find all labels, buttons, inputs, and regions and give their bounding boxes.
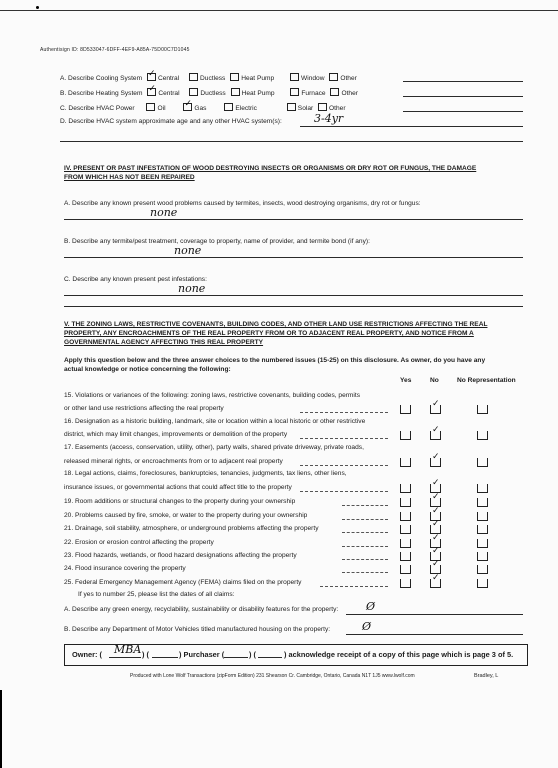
scan-edge-mark bbox=[0, 690, 2, 768]
column-no-header: No bbox=[430, 377, 439, 384]
section4-question-a: A. Describe any known present wood problems caused by termites, insects, wood destroying organisms, dry rot or fungus: bbox=[64, 200, 421, 207]
cooling-central-checkbox[interactable]: ✓ bbox=[147, 69, 156, 79]
leader-line bbox=[320, 586, 388, 587]
item-line2: district, which may limit changes, improvements or demolition of the property bbox=[64, 431, 288, 438]
leader-line bbox=[342, 505, 388, 506]
heating-other-checkbox[interactable] bbox=[330, 88, 339, 96]
answer-line bbox=[64, 306, 523, 307]
answer-line bbox=[346, 634, 523, 635]
power-electric-checkbox[interactable] bbox=[224, 103, 233, 111]
item-21-yes-checkbox[interactable] bbox=[400, 525, 411, 534]
option-label: Other bbox=[340, 75, 357, 82]
power-other-line bbox=[403, 111, 523, 112]
item-22-norep-checkbox[interactable] bbox=[477, 539, 488, 548]
option-label: Gas bbox=[194, 105, 207, 112]
hvac-age-label: D. Describe HVAC system approximate age and any other HVAC system(s): bbox=[60, 118, 282, 125]
item-line1: 25. Federal Emergency Management Agency (FEMA) claims filed on the property bbox=[64, 579, 302, 586]
cooling-ductless-checkbox[interactable] bbox=[189, 73, 198, 81]
item-15-norep-checkbox[interactable] bbox=[477, 405, 488, 414]
option-label: Central bbox=[157, 75, 180, 82]
check-mark-icon: ✓ bbox=[432, 492, 440, 502]
answer-line bbox=[346, 614, 523, 615]
check-mark-icon: ✓ bbox=[432, 559, 440, 569]
leader-line bbox=[300, 465, 388, 466]
item-16-yes-checkbox[interactable] bbox=[400, 431, 411, 440]
envelope-id: Authentisign ID: 8D533047-6DFF-4EF9-A85A-75D00C7D1045 bbox=[40, 47, 190, 53]
item-17-no-checkbox[interactable] bbox=[430, 452, 441, 467]
scan-speck bbox=[36, 6, 39, 9]
option-label: Solar bbox=[297, 105, 314, 112]
item-line1: 21. Drainage, soil stability, atmosphere, or underground problems affecting the property bbox=[64, 525, 319, 532]
option-label: Ductless bbox=[200, 75, 226, 82]
item-23-yes-checkbox[interactable] bbox=[400, 552, 411, 561]
section5-heading-line2: PROPERTY, ANY ENCROACHMENTS OF THE REAL PROPERTY FROM OR TO ADJACENT REAL PROPERTY, AND NOTICE FROM A bbox=[64, 330, 474, 337]
item-line1: 18. Legal actions, claims, foreclosures, bankruptcies, tenancies, judgments, tax liens, other liens, bbox=[64, 470, 347, 477]
section4-answer-c: none bbox=[178, 282, 206, 295]
heating-row bbox=[60, 84, 358, 97]
leader-line bbox=[300, 491, 388, 492]
top-border-line bbox=[0, 10, 558, 11]
cooling-heatpump-checkbox[interactable] bbox=[230, 73, 239, 81]
item-line1: 23. Flood hazards, wetlands, or flood hazard designations affecting the property bbox=[64, 552, 297, 559]
item-24-norep-checkbox[interactable] bbox=[477, 565, 488, 574]
section4-question-b: B. Describe any termite/pest treatment, coverage to property, name of provider, and termite bond (if any): bbox=[64, 238, 370, 245]
purchaser-label: ) Purchaser ( bbox=[179, 650, 225, 659]
leader-line bbox=[342, 572, 388, 573]
section5-heading-line1: V. THE ZONING LAWS, RESTRICTIVE COVENANTS, BUILDING CODES, AND OTHER LAND USE RESTRICTIONS AFFECTING THE REAL bbox=[64, 321, 488, 328]
cooling-window-checkbox[interactable] bbox=[290, 73, 299, 81]
power-oil-checkbox[interactable] bbox=[146, 103, 155, 111]
item-21-norep-checkbox[interactable] bbox=[477, 525, 488, 534]
answer-line bbox=[64, 295, 523, 296]
heating-other-line bbox=[403, 96, 523, 97]
item-25-yes-checkbox[interactable] bbox=[400, 579, 411, 588]
leader-line bbox=[342, 519, 388, 520]
initials-line[interactable] bbox=[224, 657, 248, 658]
item-20-norep-checkbox[interactable] bbox=[477, 512, 488, 521]
leader-line bbox=[300, 438, 388, 439]
heating-ductless-checkbox[interactable] bbox=[189, 88, 198, 96]
owner-close-1: ) ( bbox=[142, 650, 149, 659]
leader-line bbox=[342, 546, 388, 547]
option-label: Other bbox=[329, 105, 346, 112]
cooling-label: A. Describe Cooling System bbox=[60, 75, 143, 82]
power-other-checkbox[interactable] bbox=[318, 103, 327, 111]
option-label: Ductless bbox=[200, 90, 226, 97]
hvac-extra-line bbox=[60, 141, 523, 142]
section5-instructions-line1: Apply this question below and the three answer choices to the numbered issues (15-25) on this disclosure. As owner, do you have any bbox=[64, 357, 486, 364]
option-label: Central bbox=[158, 90, 180, 97]
item-19-norep-checkbox[interactable] bbox=[477, 498, 488, 507]
leader-line bbox=[342, 532, 388, 533]
check-mark-icon: ✓ bbox=[432, 506, 440, 516]
item-23-norep-checkbox[interactable] bbox=[477, 552, 488, 561]
leader-line bbox=[300, 412, 388, 413]
section5-question-a: A. Describe any green energy, recyclability, sustainability or disability features for the property: bbox=[64, 606, 339, 613]
item-line1: 24. Flood insurance covering the property bbox=[64, 565, 186, 572]
option-label: Furnace bbox=[301, 90, 326, 97]
heating-furnace-checkbox[interactable] bbox=[290, 88, 299, 96]
power-solar-checkbox[interactable] bbox=[287, 103, 296, 111]
heating-heatpump-checkbox[interactable] bbox=[231, 88, 240, 96]
initials-line[interactable] bbox=[152, 657, 178, 658]
option-label: Electric bbox=[235, 105, 257, 112]
item-16-norep-checkbox[interactable] bbox=[477, 431, 488, 440]
item-line1: 15. Violations or variances of the following: zoning laws, restrictive covenants, building codes, permits bbox=[64, 392, 361, 399]
power-label: C. Describe HVAC Power bbox=[60, 105, 135, 112]
cooling-other-checkbox[interactable] bbox=[329, 73, 338, 81]
footer-produced: Produced with Lone Wolf Transactions (zipForm Edition) 231 Shearson Cr. Cambridge, Ontario, Canada N1T 1J5 www.lwolf.com bbox=[130, 673, 415, 679]
item-line2: insurance issues, or governmental actions that could affect title to the property bbox=[64, 484, 292, 491]
section5-heading-line3: GOVERNMENTAL AGENCY AFFECTING THIS REAL PROPERTY bbox=[64, 339, 264, 346]
item-20-yes-checkbox[interactable] bbox=[400, 512, 411, 521]
section4-answer-a: none bbox=[150, 206, 178, 219]
item-line2: or other land use restrictions affecting the real property bbox=[64, 405, 224, 412]
item-line1: 17. Easements (access, conservation, utility, other), party walls, shared private driveway, private roads, bbox=[64, 444, 364, 451]
initials-line[interactable] bbox=[258, 657, 282, 658]
power-gas-checkbox[interactable]: ✓ bbox=[184, 99, 192, 109]
initials-line bbox=[109, 657, 141, 658]
item-line1: 22. Erosion or erosion control affecting the property bbox=[64, 539, 214, 546]
check-mark-icon: ✓ bbox=[432, 519, 440, 529]
check-mark-icon: ✓ bbox=[432, 573, 440, 583]
answer-line bbox=[64, 257, 523, 258]
section4-heading-line1: IV. PRESENT OR PAST INFESTATION OF WOOD DESTROYING INSECTS OR ORGANISMS OR DRY ROT OR FUNGUS, THE DAMAGE bbox=[64, 165, 477, 172]
cooling-row bbox=[60, 69, 357, 82]
section5-answer-b: Ø bbox=[362, 620, 372, 633]
footer-filename: Bradley, L bbox=[474, 673, 499, 679]
option-label: Other bbox=[341, 90, 358, 97]
item-line1: 20. Problems caused by fire, smoke, or water to the property during your ownership bbox=[64, 512, 308, 519]
item-22-yes-checkbox[interactable] bbox=[400, 539, 411, 548]
owner-label: Owner: ( bbox=[72, 650, 102, 659]
item-24-yes-checkbox[interactable] bbox=[400, 565, 411, 574]
answer-line bbox=[64, 219, 523, 220]
hvac-age-answer: 3-4yr bbox=[314, 112, 344, 125]
check-mark-icon: ✓ bbox=[432, 533, 440, 543]
section5-answer-a: Ø bbox=[366, 600, 376, 613]
column-norep-header: No Representation bbox=[457, 377, 516, 384]
item-25-norep-checkbox[interactable] bbox=[477, 579, 488, 588]
item-18-norep-checkbox[interactable] bbox=[477, 484, 488, 493]
item-16-no-checkbox[interactable] bbox=[430, 425, 441, 440]
section4-question-c: C. Describe any known present pest infestations: bbox=[64, 276, 207, 283]
item-17-norep-checkbox[interactable] bbox=[477, 458, 488, 467]
item-18-yes-checkbox[interactable] bbox=[400, 484, 411, 493]
power-row bbox=[60, 99, 346, 112]
owner-initials[interactable]: MBA bbox=[114, 643, 142, 656]
item-19-yes-checkbox[interactable] bbox=[400, 498, 411, 507]
item-25-no-checkbox[interactable] bbox=[430, 573, 441, 588]
heating-central-checkbox[interactable]: ✓ bbox=[148, 84, 156, 94]
acknowledgement-text: ) acknowledge receipt of a copy of this page which is page 3 of 5. bbox=[284, 650, 514, 659]
leader-line bbox=[342, 559, 388, 560]
item-line2: released mineral rights, or encroachments from or to adjacent real property bbox=[64, 458, 283, 465]
item-line1: 19. Room additions or structural changes to the property during your ownership bbox=[64, 498, 296, 505]
item-line2: If yes to number 25, please list the dates of all claims: bbox=[78, 591, 235, 598]
option-label: Oil bbox=[157, 105, 166, 112]
option-label: Heat Pump bbox=[241, 75, 275, 82]
section4-answer-b: none bbox=[174, 244, 202, 257]
hvac-age-line bbox=[300, 126, 523, 127]
column-yes-header: Yes bbox=[400, 377, 412, 384]
item-15-no-checkbox[interactable] bbox=[430, 399, 441, 414]
check-mark-icon: ✓ bbox=[432, 425, 440, 435]
check-mark-icon: ✓ bbox=[432, 546, 440, 556]
heating-label: B. Describe Heating System bbox=[60, 90, 143, 97]
cooling-other-line bbox=[403, 81, 523, 82]
check-mark-icon: ✓ bbox=[432, 478, 440, 488]
check-mark-icon: ✓ bbox=[432, 452, 440, 462]
item-15-yes-checkbox[interactable] bbox=[400, 405, 411, 414]
section5-question-b: B. Describe any Department of Motor Vehicles titled manufactured housing on the property: bbox=[64, 626, 331, 633]
option-label: Window bbox=[301, 75, 325, 82]
purchaser-close: ) ( bbox=[249, 650, 256, 659]
option-label: Heat Pump bbox=[241, 90, 275, 97]
item-17-yes-checkbox[interactable] bbox=[400, 458, 411, 467]
section4-heading-line2: FROM WHICH HAS NOT BEEN REPAIRED bbox=[64, 174, 195, 181]
check-mark-icon: ✓ bbox=[432, 399, 440, 409]
item-line1: 16. Designation as a historic building, landmark, site or location within a local historic or other restrictive bbox=[64, 418, 366, 425]
section5-instructions-line2: actual knowledge or notice concerning the following: bbox=[64, 366, 231, 373]
